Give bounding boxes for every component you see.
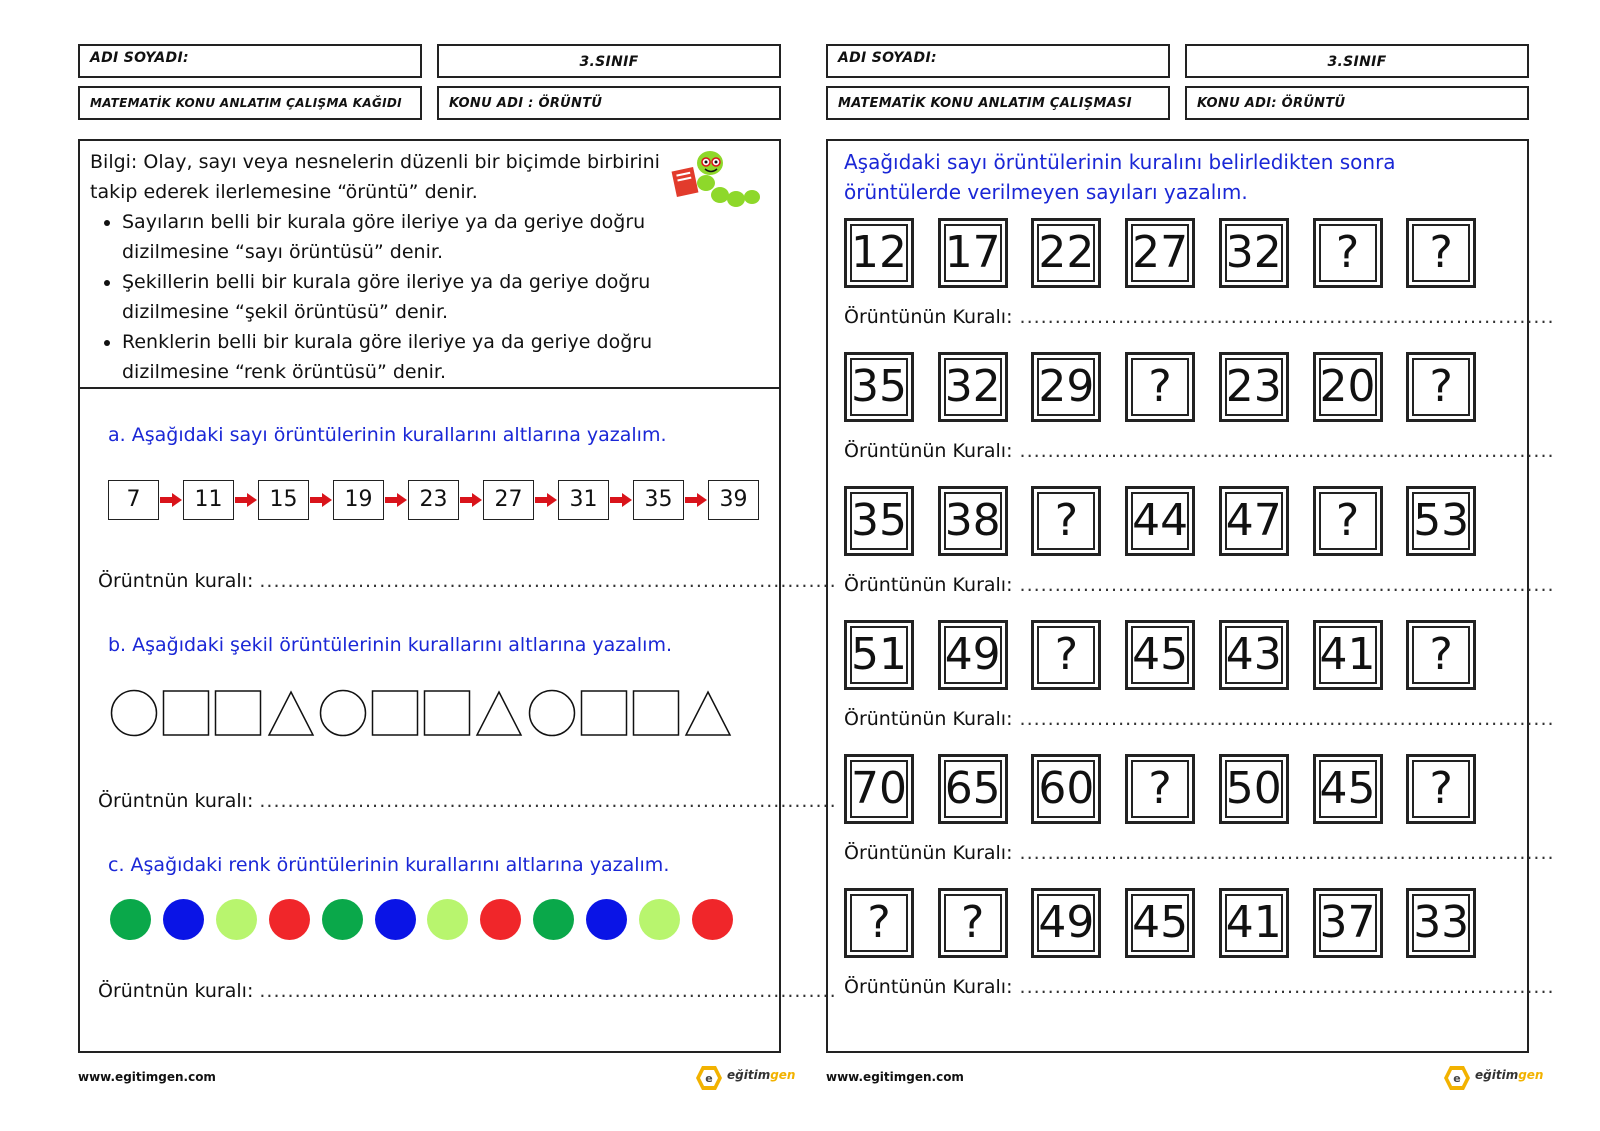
- hexagon-logo-icon: [695, 1064, 723, 1092]
- egitimgen-logo: [695, 1064, 796, 1094]
- worksheet-title: MATEMATİK KONU ANLATIM ÇALIŞMA KAĞIDI: [78, 86, 422, 120]
- answer-dotted-line[interactable]: ............................................................................: [1012, 708, 1555, 730]
- egitimgen-logo: [1443, 1064, 1544, 1094]
- info-bullet: • Renklerin belli bir kurala göre ileriye ya da geriye doğru dizilmesine “renk örüntüsü” denir.: [122, 327, 722, 387]
- missing-number-box[interactable]: ?: [844, 888, 914, 958]
- answer-dotted-line[interactable]: ..................................................................................: [259, 790, 837, 812]
- color-dot: [322, 899, 363, 940]
- number-box: 32: [938, 352, 1008, 422]
- square-shape: [632, 689, 680, 737]
- pattern-rule: [844, 440, 1555, 462]
- info-bullet: • Şekillerin belli bir kurala göre ileriye ya da geriye doğru dizilmesine “şekil örüntüsü” denir.: [122, 267, 722, 327]
- square-shape: [214, 689, 262, 737]
- question-a-rule: [98, 570, 837, 592]
- name-field-label: ADI SOYADI:: [826, 44, 1170, 78]
- pattern-rule: [844, 708, 1555, 730]
- worksheet-title: MATEMATİK KONU ANLATIM ÇALIŞMASI: [826, 86, 1170, 120]
- number-box: 38: [938, 486, 1008, 556]
- logo-wordmark: eğitimgen: [1475, 1068, 1544, 1082]
- number-box: 37: [1313, 888, 1383, 958]
- info-bullets: [90, 207, 722, 387]
- rule-label: Örüntünün Kuralı:: [844, 976, 1013, 998]
- name-field-label: ADI SOYADI:: [78, 44, 422, 78]
- rule-label: Örüntünün Kuralı:: [844, 574, 1013, 596]
- number-box: 22: [1031, 218, 1101, 288]
- number-box: 17: [938, 218, 1008, 288]
- circle-shape: [319, 689, 367, 737]
- question-c-rule: [98, 980, 837, 1002]
- pattern-rule: [844, 574, 1555, 596]
- answer-dotted-line[interactable]: ............................................................................: [1012, 574, 1555, 596]
- arrow-right-icon: [610, 493, 632, 507]
- left-content-panel: [78, 139, 837, 1053]
- missing-number-box[interactable]: ?: [1125, 754, 1195, 824]
- arrow-right-icon: [460, 493, 482, 507]
- rule-label: Örüntnün kuralı:: [98, 790, 254, 812]
- grade-label: 3.SINIF: [437, 44, 781, 78]
- number-box: 27: [1125, 218, 1195, 288]
- number-box: 12: [844, 218, 914, 288]
- rule-label: Örüntnün kuralı:: [98, 980, 254, 1002]
- number-box: 35: [844, 352, 914, 422]
- question-a-title: a. Aşağıdaki sayı örüntülerinin kurallarını altlarına yazalım.: [108, 424, 667, 446]
- number-box: 65: [938, 754, 1008, 824]
- rule-label: Örüntünün Kuralı:: [844, 440, 1013, 462]
- pattern-rule: [844, 306, 1555, 328]
- number-box: 15: [258, 480, 309, 520]
- number-box: 20: [1313, 352, 1383, 422]
- color-dot: [533, 899, 574, 940]
- color-dot: [110, 899, 151, 940]
- number-box: 27: [483, 480, 534, 520]
- square-shape: [371, 689, 419, 737]
- info-bullet: • Sayıların belli bir kurala göre ileriye ya da geriye doğru dizilmesine “sayı örüntüsü” denir.: [122, 207, 722, 267]
- question-b-rule: [98, 790, 837, 812]
- number-box: 11: [183, 480, 234, 520]
- number-box: 41: [1219, 888, 1289, 958]
- question-b-title: b. Aşağıdaki şekil örüntülerinin kurallarını altlarına yazalım.: [108, 634, 672, 656]
- triangle-shape: [475, 689, 523, 737]
- topic-label: KONU ADI: ÖRÜNTÜ: [1185, 86, 1529, 120]
- rule-label: Örüntünün Kuralı:: [844, 708, 1013, 730]
- number-box: 49: [1031, 888, 1101, 958]
- missing-number-box[interactable]: ?: [1031, 486, 1101, 556]
- missing-number-box[interactable]: ?: [1406, 352, 1476, 422]
- square-shape: [162, 689, 210, 737]
- answer-dotted-line[interactable]: ............................................................................: [1012, 842, 1555, 864]
- number-box: 53: [1406, 486, 1476, 556]
- answer-dotted-line[interactable]: ............................................................................: [1012, 440, 1555, 462]
- triangle-shape: [267, 689, 315, 737]
- missing-number-box[interactable]: ?: [1313, 486, 1383, 556]
- number-box: 50: [1219, 754, 1289, 824]
- missing-number-box[interactable]: ?: [938, 888, 1008, 958]
- color-dot: [480, 899, 521, 940]
- answer-dotted-line[interactable]: ............................................................................: [1012, 976, 1555, 998]
- square-shape: [580, 689, 628, 737]
- circle-shape: [528, 689, 576, 737]
- answer-dotted-line[interactable]: ..................................................................................: [259, 980, 837, 1002]
- missing-number-box[interactable]: ?: [1313, 218, 1383, 288]
- pattern-rule: [844, 842, 1555, 864]
- number-box: 33: [1406, 888, 1476, 958]
- footer-url[interactable]: www.egitimgen.com: [826, 1070, 964, 1084]
- question-c-title: c. Aşağıdaki renk örüntülerinin kurallarını altlarına yazalım.: [108, 854, 670, 876]
- number-box: 29: [1031, 352, 1101, 422]
- arrow-right-icon: [160, 493, 182, 507]
- number-box: 7: [108, 480, 159, 520]
- answer-dotted-line[interactable]: ............................................................................: [1012, 306, 1555, 328]
- grade-label: 3.SINIF: [1185, 44, 1529, 78]
- circle-shape: [110, 689, 158, 737]
- arrow-right-icon: [535, 493, 557, 507]
- number-box: 35: [844, 486, 914, 556]
- instruction-text: Aşağıdaki sayı örüntülerinin kuralını belirledikten sonra örüntülerde verilmeyen sayıları yazalım.: [844, 150, 1396, 204]
- color-dot: [163, 899, 204, 940]
- missing-number-box[interactable]: ?: [1031, 620, 1101, 690]
- rule-label: Örüntnün kuralı:: [98, 570, 254, 592]
- pattern-rule: [844, 976, 1555, 998]
- color-dot: [269, 899, 310, 940]
- number-box: 35: [633, 480, 684, 520]
- color-dot: [375, 899, 416, 940]
- number-box: 31: [558, 480, 609, 520]
- color-dot: [427, 899, 468, 940]
- arrow-right-icon: [685, 493, 707, 507]
- square-shape: [423, 689, 471, 737]
- logo-wordmark: eğitimgen: [727, 1068, 796, 1082]
- info-intro: Bilgi: Olay, sayı veya nesnelerin düzenli bir biçimde birbirini takip ederek ilerlemesine “örüntü” denir.: [90, 151, 660, 203]
- missing-number-box[interactable]: ?: [1406, 218, 1476, 288]
- number-box: 23: [408, 480, 459, 520]
- number-box: 44: [1125, 486, 1195, 556]
- arrow-right-icon: [310, 493, 332, 507]
- svg-text:e: e: [705, 1072, 713, 1085]
- color-dot: [586, 899, 627, 940]
- info-divider: [80, 387, 779, 389]
- number-box: 19: [333, 480, 384, 520]
- worm-mascot-icon: [670, 147, 765, 211]
- number-box: 39: [708, 480, 759, 520]
- topic-label: KONU ADI : ÖRÜNTÜ: [437, 86, 781, 120]
- number-box: 51: [844, 620, 914, 690]
- number-box: 41: [1313, 620, 1383, 690]
- right-content-panel: [826, 139, 1555, 1053]
- number-box: 45: [1125, 888, 1195, 958]
- number-box: 23: [1219, 352, 1289, 422]
- number-box: 43: [1219, 620, 1289, 690]
- hexagon-logo-icon: [1443, 1064, 1471, 1092]
- number-box: 32: [1219, 218, 1289, 288]
- arrow-right-icon: [235, 493, 257, 507]
- info-block: [90, 147, 660, 207]
- triangle-shape: [684, 689, 732, 737]
- svg-text:e: e: [1453, 1072, 1461, 1085]
- color-dot: [639, 899, 680, 940]
- missing-number-box[interactable]: ?: [1125, 352, 1195, 422]
- number-box: 60: [1031, 754, 1101, 824]
- number-box: 49: [938, 620, 1008, 690]
- number-box: 45: [1125, 620, 1195, 690]
- color-dot: [216, 899, 257, 940]
- color-dot: [692, 899, 733, 940]
- arrow-right-icon: [385, 493, 407, 507]
- rule-label: Örüntünün Kuralı:: [844, 306, 1013, 328]
- number-box: 70: [844, 754, 914, 824]
- rule-label: Örüntünün Kuralı:: [844, 842, 1013, 864]
- number-box: 45: [1313, 754, 1383, 824]
- missing-number-box[interactable]: ?: [1406, 754, 1476, 824]
- footer-url[interactable]: www.egitimgen.com: [78, 1070, 216, 1084]
- answer-dotted-line[interactable]: ..................................................................................: [259, 570, 837, 592]
- missing-number-box[interactable]: ?: [1406, 620, 1476, 690]
- number-box: 47: [1219, 486, 1289, 556]
